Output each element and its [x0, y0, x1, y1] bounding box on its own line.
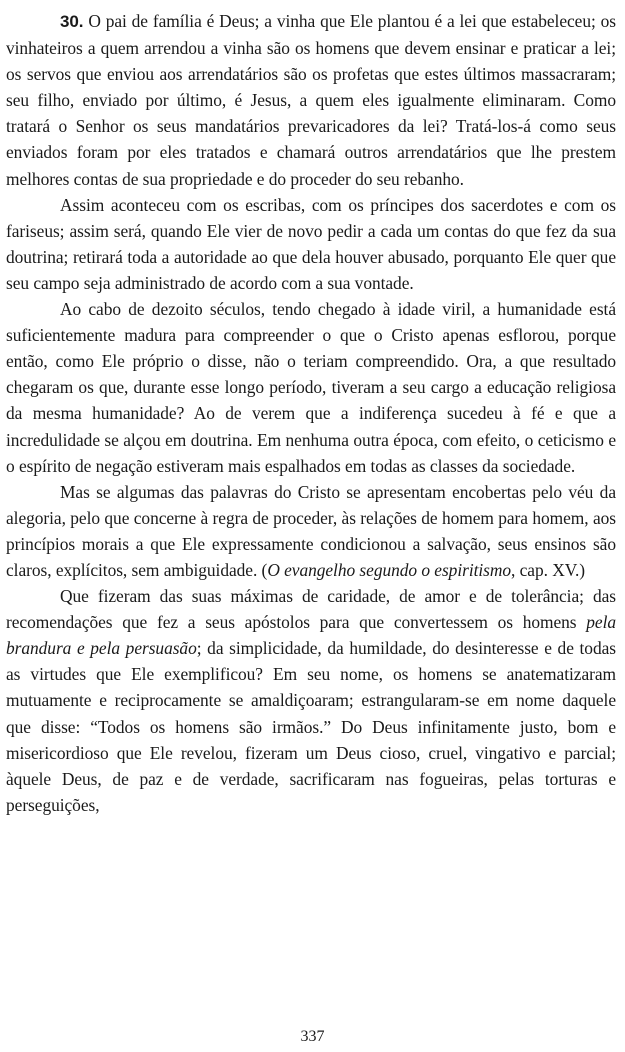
- paragraph-alegoria: [6, 479, 616, 583]
- emphasis-text: pela brandura e pela persuasão: [6, 612, 616, 659]
- paragraph-text: Assim aconteceu com os escribas, com os príncipes dos sacerdotes e com os fariseus; assim será, quando Ele vier de novo pedir a cada um contas do que fez da sua doutrina; retirará toda a autoridade ao que dela houver abusado, porquanto Ele quer que seu campo seja administrado de acordo com a sua vontade.: [6, 194, 616, 293]
- paragraph-30: [6, 8, 616, 192]
- paragraph-text-end: , cap. XV.): [511, 559, 586, 580]
- paragraph-text-end: ; da simplicidade, da humildade, do desinteresse e de todas as virtudes que Ele exemplificou? Em seu nome, os homens se anatematizaram mutuamente e reciprocamente se amaldiçoaram; estrangularam-se em nome daquele que disse: “Todos os homens são irmãos.” Do Deus infinitamente justo, bom e misericordioso que Ele revelou, fizeram um Deus cioso, cruel, vingativo e parcial; àquele Deus, de paz e de verdade, sacrificaram nas fogueiras, pelas torturas e perseguições,: [6, 638, 616, 815]
- page-number: 337: [300, 1028, 325, 1045]
- paragraph-text: O pai de família é Deus; a vinha que Ele plantou é a lei que estabeleceu; os vinhateiros a quem arrendou a vinha são os homens que devem ensinar e praticar a lei; os servos que enviou aos arrendatários são os profetas que estes últimos massacraram; seu filho, enviado por último, é Jesus, a quem eles igualmente eliminaram. Como tratará o Senhor os seus mandatários prevaricadores da lei? Tratá-los-á como seus enviados foram por eles tratados e chamará outros arrendatários que lhe prestem melhores contas de sua propriedade e do proceder do seu rebanho.: [6, 11, 616, 189]
- paragraph-text: Mas se algumas das palavras do Cristo se apresentam encobertas pelo véu da alegoria, pelo que concerne à regra de proceder, às relações de homem para homem, aos princípios morais a que Ele expressamente condicionou a salvação, seus ensinos são claros, explícitos, sem ambiguidade. (: [6, 481, 616, 580]
- paragraph-maximas: [6, 583, 616, 818]
- paragraph-escribas: [6, 192, 616, 296]
- item-number: 30.: [60, 12, 84, 31]
- paragraph-dezoito-seculos: [6, 296, 616, 479]
- paragraph-text: Ao cabo de dezoito séculos, tendo chegado à idade viril, a humanidade está suficientemente madura para compreender o que o Cristo apenas esflorou, porque então, como Ele próprio o disse, não o teriam compreendido. Ora, a que resultado chegaram os que, durante esse longo período, tiveram a seu cargo a educação religiosa da mesma humanidade? Ao de verem que a indiferença sucedeu à fé e que a incredulidade se alçou em doutrina. Em nenhuma outra época, com efeito, o ceticismo e o espírito de negação estiveram mais espalhados em todas as classes da sociedade.: [6, 299, 616, 476]
- page-body: [6, 8, 616, 818]
- book-title: O evangelho segundo o espiritismo: [267, 559, 512, 580]
- paragraph-text: Que fizeram das suas máximas de caridade, de amor e de tolerância; das recomendações que fez a seus apóstolos para que convertessem os homens: [6, 586, 616, 633]
